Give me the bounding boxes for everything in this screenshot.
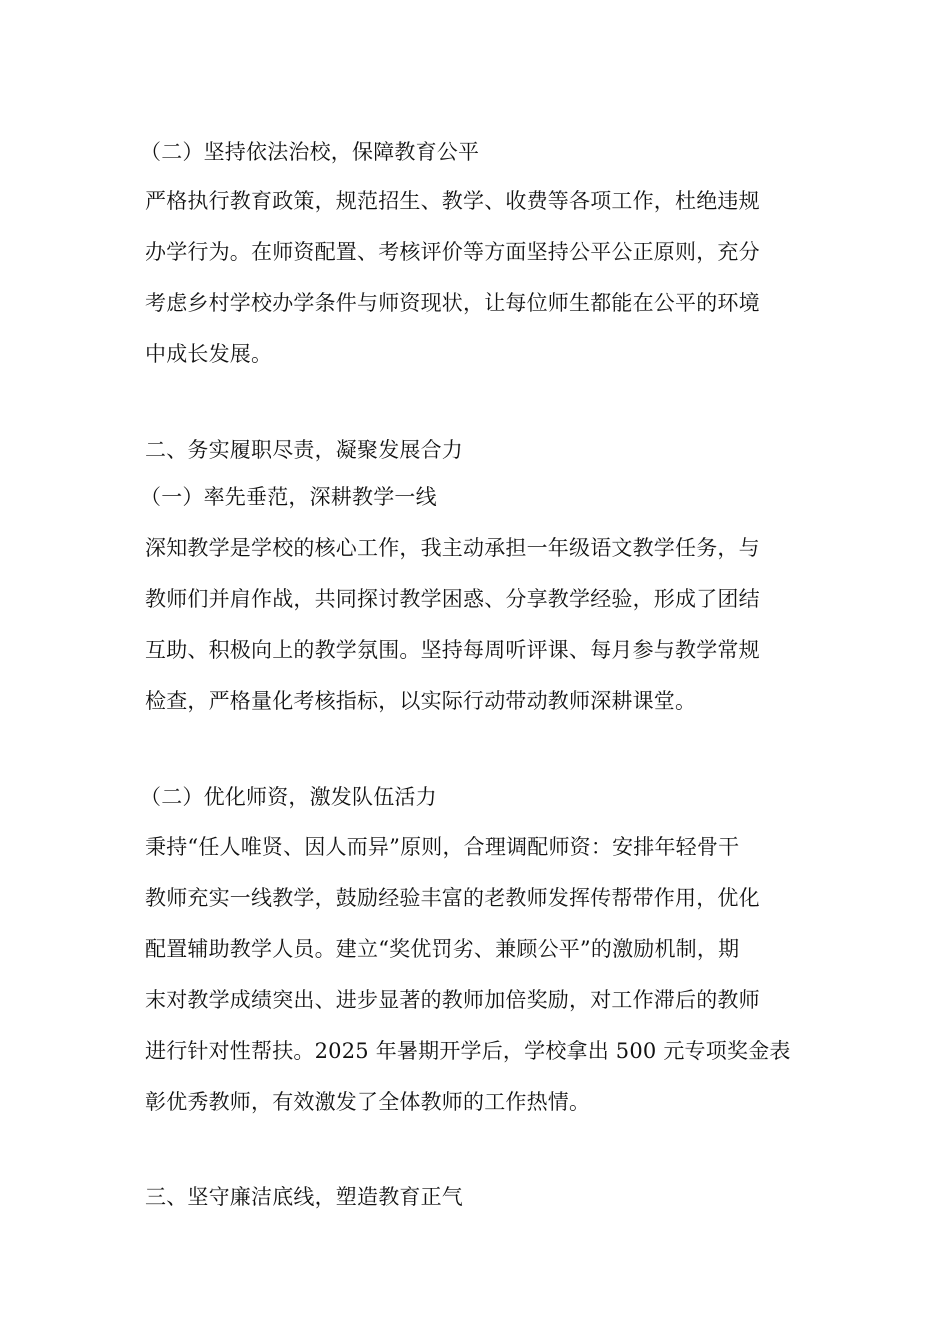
paragraph-line: 互助、积极向上的教学氛围。坚持每周听评课、每月参与教学常规 [145, 638, 760, 662]
paragraph-line: 彰优秀教师，有效激发了全体教师的工作热情。 [145, 1090, 591, 1114]
paragraph-line: 教师充实一线教学，鼓励经验丰富的老教师发挥传帮带作用，优化 [145, 886, 760, 910]
paragraph-line: 深知教学是学校的核心工作，我主动承担一年级语文教学任务，与 [145, 536, 760, 560]
subsection-heading: （二）优化师资，激发队伍活力 [140, 785, 437, 809]
section-heading: 二、务实履职尽责，凝聚发展合力 [145, 438, 463, 462]
paragraph-line: 办学行为。在师资配置、考核评价等方面坚持公平公正原则，充分 [145, 240, 760, 264]
paragraph-line: 严格执行教育政策，规范招生、教学、收费等各项工作，杜绝违规 [145, 189, 760, 213]
paragraph-line: 中成长发展。 [145, 342, 273, 366]
paragraph-line: 进行针对性帮扶。2025 年暑期开学后，学校拿出 500 元专项奖金表 [145, 1039, 791, 1063]
paragraph-line: 考虑乡村学校办学条件与师资现状，让每位师生都能在公平的环境 [145, 291, 760, 315]
paragraph-line: 配置辅助教学人员。建立“奖优罚劣、兼顾公平”的激励机制，期 [145, 937, 740, 961]
paragraph-line: 检查，严格量化考核指标，以实际行动带动教师深耕课堂。 [145, 689, 697, 713]
subsection-heading: （一）率先垂范，深耕教学一线 [140, 485, 437, 509]
paragraph-line: 秉持“任人唯贤、因人而异”原则，合理调配师资：安排年轻骨干 [145, 835, 740, 859]
section-heading: 三、坚守廉洁底线，塑造教育正气 [145, 1185, 463, 1209]
paragraph-line: 末对教学成绩突出、进步显著的教师加倍奖励，对工作滞后的教师 [145, 988, 760, 1012]
paragraph-line: 教师们并肩作战，共同探讨教学困惑、分享教学经验，形成了团结 [145, 587, 760, 611]
subsection-heading: （二）坚持依法治校，保障教育公平 [140, 140, 480, 164]
